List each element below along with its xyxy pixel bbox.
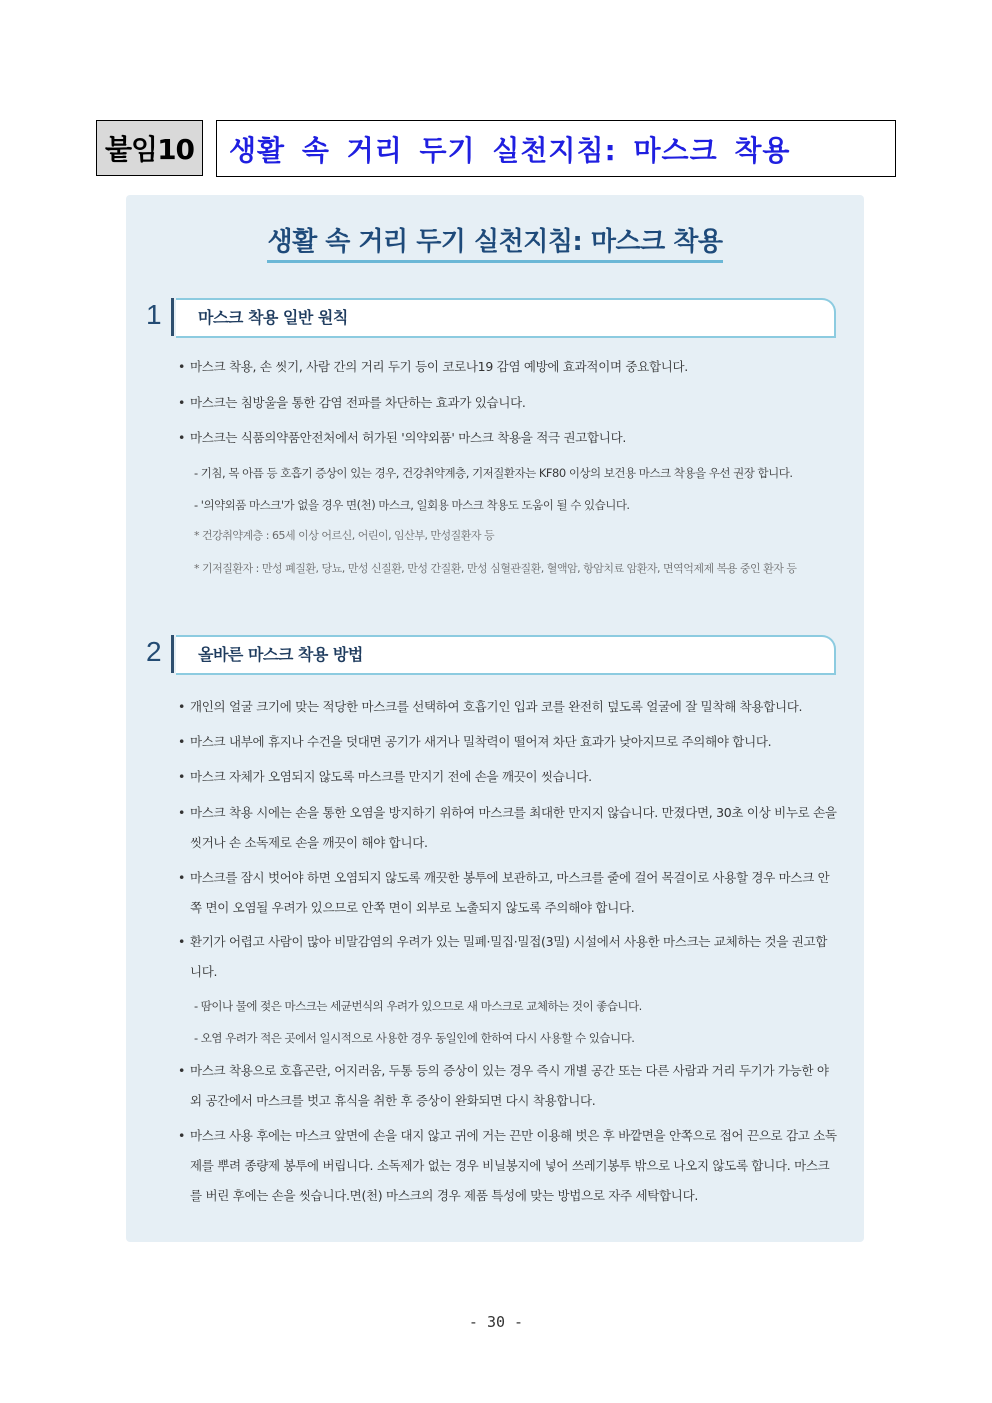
section-1-number: 1	[146, 299, 162, 330]
section-1-heading: 마스크 착용 일반 원칙	[198, 308, 348, 327]
list-item-text: 마스크 착용으로 호흡곤란, 어지러움, 두통 등의 증상이 있는 경우 즉시 개별 공간 또는 다른 사람과 거리 두기가 가능한 야외 공간에서 마스크를 벗고 휴식을 취한 후 증상이 완화되면 다시 착용합니다.	[190, 1063, 829, 1108]
list-item	[178, 388, 838, 418]
section-2-header	[146, 635, 836, 673]
list-item	[178, 1056, 838, 1116]
bullet-icon: •	[178, 934, 186, 949]
section-divider	[171, 635, 174, 673]
list-item-text: 마스크는 식품의약품안전처에서 허가된 '의약외품' 마스크 착용을 적극 권고합니다.	[190, 430, 627, 445]
list-item	[178, 863, 838, 923]
list-item-text: 마스크는 침방울을 통한 감염 전파를 차단하는 효과가 있습니다.	[190, 395, 526, 410]
bullet-icon: •	[178, 699, 186, 714]
section-2-heading: 올바른 마스크 착용 방법	[198, 645, 363, 664]
section-1-header	[146, 298, 836, 336]
list-item	[178, 727, 838, 757]
attachment-label: 붙임10	[96, 120, 203, 176]
poster-title	[126, 221, 864, 263]
list-item-text: 마스크 사용 후에는 마스크 앞면에 손을 대지 않고 귀에 거는 끈만 이용해 벗은 후 바깥면을 안쪽으로 접어 끈으로 감고 소독제를 뿌려 종량제 봉투에 버립니다. 소독제가 없는 경우 비닐봉지에 넣어 쓰레기봉투 밖으로 나오지 않도록 합니다. 마스크를 버린 후에는 손을 씻습니다.면(천) 마스크의 경우 제품 특성에 맞는 방법으로 자주 세탁합니다.	[190, 1128, 837, 1203]
bullet-icon: •	[178, 395, 186, 410]
page-number: - 30 -	[468, 1313, 524, 1331]
section-2-number: 2	[146, 636, 162, 667]
list-item	[178, 927, 838, 987]
section-divider	[171, 298, 174, 336]
footnote: * 기저질환자 : 만성 폐질환, 당뇨, 만성 신질환, 만성 간질환, 만성 심혈관질환, 혈액암, 항암치료 암환자, 면역억제제 복용 중인 환자 등	[194, 562, 797, 575]
bullet-icon: •	[178, 359, 186, 374]
sub-item: - 기침, 목 아픔 등 호흡기 증상이 있는 경우, 건강취약계층, 기저질환자는 KF80 이상의 보건용 마스크 착용을 우선 권장 합니다.	[194, 466, 793, 480]
list-item	[178, 692, 838, 722]
list-item	[178, 798, 838, 858]
page-title: 생활 속 거리 두기 실천지침: 마스크 착용	[216, 120, 896, 177]
list-item-text: 마스크 착용 시에는 손을 통한 오염을 방지하기 위하여 마스크를 최대한 만지지 않습니다. 만졌다면, 30초 이상 비누로 손을 씻거나 손 소독제로 손을 깨끗이 해야 합니다.	[190, 805, 837, 850]
list-item	[178, 352, 838, 382]
sub-item: - 땀이나 물에 젖은 마스크는 세균번식의 우려가 있으므로 새 마스크로 교체하는 것이 좋습니다.	[194, 999, 642, 1013]
list-item-text: 마스크 내부에 휴지나 수건을 덧대면 공기가 새거나 밀착력이 떨어져 차단 효과가 낮아지므로 주의해야 합니다.	[190, 734, 772, 749]
list-item	[178, 1121, 838, 1211]
list-item-text: 환기가 어렵고 사람이 많아 비말감염의 우려가 있는 밀폐·밀집·밀접(3밀) 시설에서 사용한 마스크는 교체하는 것을 권고합니다.	[190, 934, 828, 979]
list-item-text: 마스크 착용, 손 씻기, 사람 간의 거리 두기 등이 코로나19 감염 예방에 효과적이며 중요합니다.	[190, 359, 688, 374]
bullet-icon: •	[178, 870, 186, 885]
sub-item: - 오염 우려가 적은 곳에서 일시적으로 사용한 경우 동일인에 한하여 다시 사용할 수 있습니다.	[194, 1031, 635, 1045]
list-item-text: 마스크를 잠시 벗어야 하면 오염되지 않도록 깨끗한 봉투에 보관하고, 마스크를 줄에 걸어 목걸이로 사용할 경우 마스크 안쪽 면이 오염될 우려가 있으므로 안쪽 면이 외부로 노출되지 않도록 주의해야 합니다.	[190, 870, 830, 915]
list-item	[178, 762, 838, 792]
bullet-icon: •	[178, 1128, 186, 1143]
guideline-poster	[126, 195, 864, 1242]
list-item	[178, 423, 838, 453]
bullet-icon: •	[178, 430, 186, 445]
bullet-icon: •	[178, 769, 186, 784]
poster-title-text: 생활 속 거리 두기 실천지침: 마스크 착용	[267, 221, 722, 263]
footnote: * 건강취약계층 : 65세 이상 어르신, 어린이, 임산부, 만성질환자 등	[194, 529, 495, 542]
bullet-icon: •	[178, 1063, 186, 1078]
list-item-text: 마스크 자체가 오염되지 않도록 마스크를 만지기 전에 손을 깨끗이 씻습니다.	[190, 769, 592, 784]
sub-item: - '의약외품 마스크'가 없을 경우 면(천) 마스크, 일회용 마스크 착용도 도움이 될 수 있습니다.	[194, 498, 630, 512]
list-item-text: 개인의 얼굴 크기에 맞는 적당한 마스크를 선택하여 호흡기인 입과 코를 완전히 덮도록 얼굴에 잘 밀착해 착용합니다.	[190, 699, 803, 714]
bullet-icon: •	[178, 805, 186, 820]
bullet-icon: •	[178, 734, 186, 749]
